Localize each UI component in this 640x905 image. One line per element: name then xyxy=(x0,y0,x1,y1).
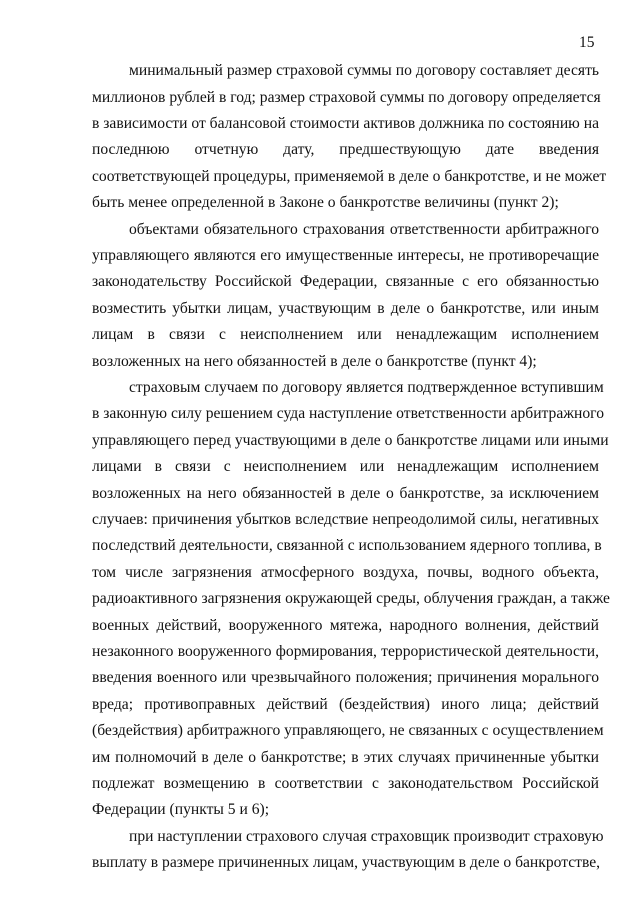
text-line: Федерации (пункты 5 и 6); xyxy=(92,801,270,818)
text-line: управляющего являются его имущественные интересы, не противоречащие xyxy=(92,247,599,264)
text-line: военных действий, вооруженного мятежа, народного волнения, действий xyxy=(92,617,599,634)
text-line: соответствующей процедуры, применяемой в деле о банкротстве, и не может xyxy=(92,168,607,185)
text-line: (бездействия) арбитражного управляющего, не связанных с осуществлением xyxy=(92,722,604,739)
text-line: быть менее определенной в Законе о банкротстве величины (пункт 2); xyxy=(92,194,559,211)
text-line: подлежат возмещению в соответствии с законодательством Российской xyxy=(92,775,599,792)
page-number: 15 xyxy=(579,34,595,51)
text-line: введения военного или чрезвычайного положения; причинения морального xyxy=(92,669,599,686)
text-line: радиоактивного загрязнения окружающей среды, облучения граждан, а также xyxy=(92,590,610,607)
text-line: том числе загрязнения атмосферного воздуха, почвы, водного объекта, xyxy=(92,564,599,581)
text-line: возместить убытки лицам, участвующим в деле о банкротстве, или иным xyxy=(92,300,599,317)
text-line: возложенных на него обязанностей в деле о банкротстве, за исключением xyxy=(92,485,599,502)
text-line: последствий деятельности, связанной с использованием ядерного топлива, в xyxy=(92,537,602,554)
text-line: законодательству Российской Федерации, связанные с его обязанностью xyxy=(92,273,599,290)
text-line: лицами в связи с неисполнением или ненадлежащим исполнением xyxy=(92,458,599,475)
text-line: вреда; противоправных действий (бездействия) иного лица; действий xyxy=(92,696,599,713)
text-line: незаконного вооруженного формирования, террористической деятельности, xyxy=(92,643,599,660)
text-line: страховым случаем по договору является подтвержденное вступившим xyxy=(129,379,604,396)
text-line: последнюю отчетную дату, предшествующую дате введения xyxy=(92,141,599,158)
text-line: возложенных на него обязанностей в деле о банкротстве (пункт 4); xyxy=(92,353,537,370)
text-line: при наступлении страхового случая страховщик производит страховую xyxy=(129,828,604,845)
text-line: лицам в связи с неисполнением или ненадлежащим исполнением xyxy=(92,326,599,343)
text-line: в законную силу решением суда наступление ответственности арбитражного xyxy=(92,405,604,422)
text-line: миллионов рублей в год; размер страховой суммы по договору определяется xyxy=(92,89,601,106)
text-line: минимальный размер страховой суммы по договору составляет десять xyxy=(129,62,599,79)
text-line: им полномочий в деле о банкротстве; в этих случаях причиненные убытки xyxy=(92,749,599,766)
text-line: в зависимости от балансовой стоимости активов должника по состоянию на xyxy=(92,115,599,132)
text-line: случаев: причинения убытков вследствие непреодолимой силы, негативных xyxy=(92,511,599,528)
text-line: управляющего перед участвующими в деле о банкротстве лицами или иными xyxy=(92,432,609,449)
text-line: выплату в размере причиненных лицам, участвующим в деле о банкротстве, xyxy=(92,854,601,871)
text-line: объектами обязательного страхования ответственности арбитражного xyxy=(129,221,599,238)
